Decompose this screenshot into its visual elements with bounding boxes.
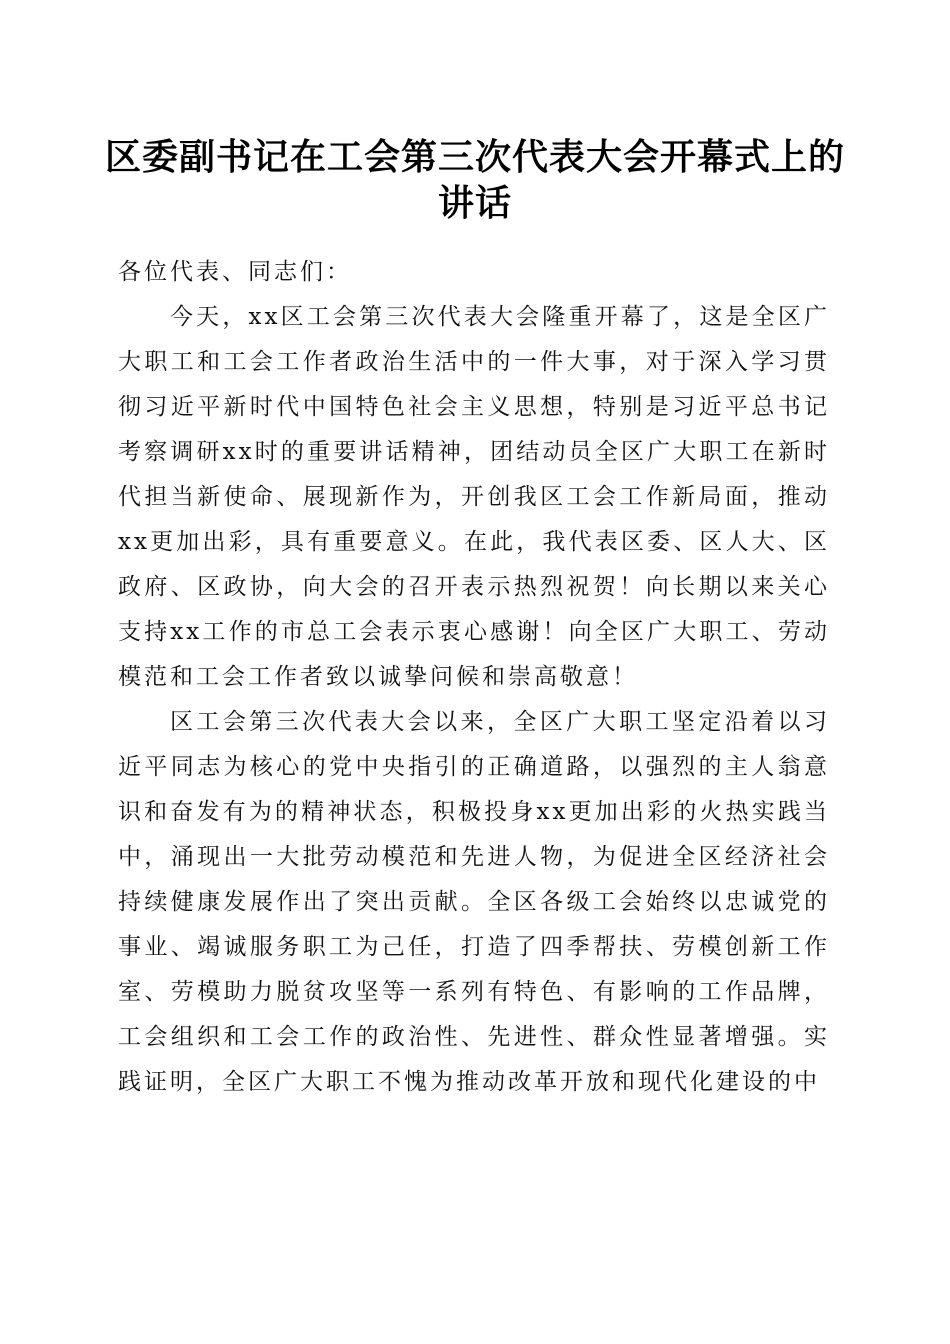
document-body — [118, 250, 830, 1105]
document-title: 区委副书记在工会第三次代表大会开幕式上的讲话 — [104, 136, 845, 224]
paragraph: 区工会第三次代表大会以来，全区广大职工坚定沿着以习近平同志为核心的党中央指引的正确道路，以强烈的主人翁意识和奋发有为的精神状态，积极投身xx更加出彩的火热实践当中，涌现出一大批劳动模范和先进人物，为促进全区经济社会持续健康发展作出了突出贡献。全区各级工会始终以忠诚党的事业、竭诚服务职工为己任，打造了四季帮扶、劳模创新工作室、劳模助力脱贫攻坚等一系列有特色、有影响的工作品牌，工会组织和工会工作的政治性、先进性、群众性显著增强。实践证明，全区广大职工不愧为推动改革开放和现代化建设的中 — [118, 709, 830, 1095]
paragraph: 今天，xx区工会第三次代表大会隆重开幕了，这是全区广大职工和工会工作者政治生活中的一件大事，对于深入学习贯彻习近平新时代中国特色社会主义思想，特别是习近平总书记考察调研xx时的重要讲话精神，团结动员全区广大职工在新时代担当新使命、展现新作为，开创我区工会工作新局面，推动xx更加出彩，具有重要意义。在此，我代表区委、区人大、区政府、区政协，向大会的召开表示热烈祝贺！向长期以来关心支持xx工作的市总工会表示衷心感谢！向全区广大职工、劳动模范和工会工作者致以诚挚问候和崇高敬意！ — [118, 304, 830, 690]
salutation: 各位代表、同志们： — [118, 259, 352, 285]
